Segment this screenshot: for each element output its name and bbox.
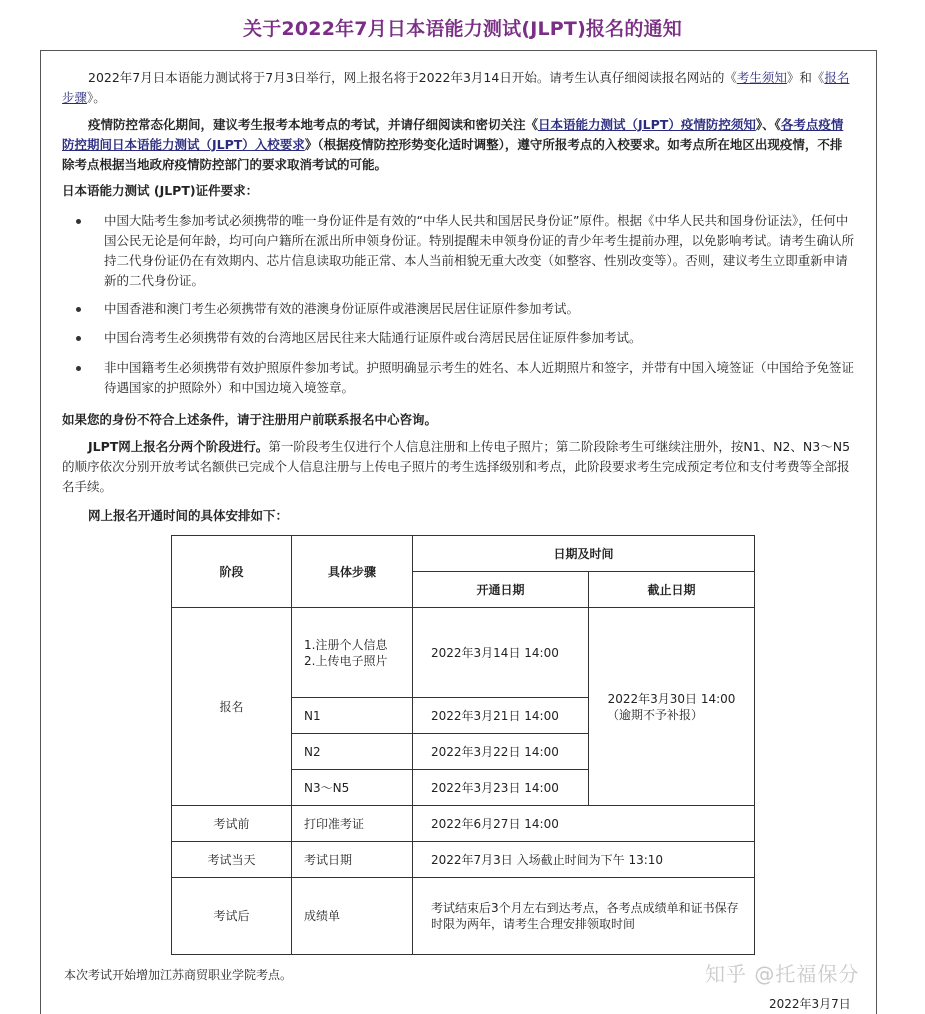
- intro-text: 2022年7月日本语能力测试将于7月3日举行，网上报名将于2022年3月14日开始。请考生认真仔细阅读报名网站的《: [88, 70, 737, 85]
- stages-lead: JLPT网上报名分两个阶段进行。: [88, 439, 269, 454]
- step-upload-photo: 2.上传电子照片: [304, 653, 388, 668]
- covid-text-2: 》、《: [755, 117, 781, 132]
- stage-before-exam: 考试前: [172, 806, 292, 842]
- notice-date: 2022年3月7日: [769, 997, 851, 1011]
- header-steps: 具体步骤: [292, 536, 413, 608]
- header-open-date: 开通日期: [413, 572, 589, 608]
- step-n3-n5: N3～N5: [292, 770, 413, 806]
- registration-steps-link[interactable]: 报名步骤: [62, 70, 850, 105]
- id-requirements-heading: 日本语能力测试 (JLPT)证件要求：: [62, 183, 259, 198]
- page-title: 关于2022年7月日本语能力测试(JLPT)报名的通知: [243, 18, 682, 40]
- close-date-value: 2022年3月30日 14:00: [607, 691, 736, 706]
- date-exam-day: 2022年7月3日 入场截止时间为下午 13:10: [413, 842, 755, 878]
- schedule-heading: 网上报名开通时间的具体安排如下：: [88, 508, 289, 523]
- step-register-upload: [292, 608, 413, 698]
- stages-paragraph: [62, 437, 852, 497]
- stage-exam-day: 考试当天: [172, 842, 292, 878]
- step-register-info: 1.注册个人信息: [304, 637, 388, 652]
- table-row: [172, 608, 755, 698]
- step-n1: N1: [292, 698, 413, 734]
- header-close-date: 截止日期: [589, 572, 755, 608]
- covid-notice-link[interactable]: 日本语能力测试（JLPT）疫情防控须知: [538, 117, 756, 132]
- bullet-taiwan: 中国台湾考生必须携带有效的台湾地区居民往来大陆通行证原件或台湾居民居住证原件参加考试。: [104, 330, 642, 345]
- close-date-registration: [589, 608, 755, 806]
- open-date-n2: 2022年3月22日 14:00: [413, 734, 589, 770]
- stages-body: 第一阶段考生仅进行个人信息注册和上传电子照片；第二阶段除考生可继续注册外，按N1、N2、N3～N5的顺序依次分别开放考试名额供已完成个人信息注册与上传电子照片的考生选择级别和考点，此阶段要求考生完成预定考位和支付考费等全部报名手续。: [62, 439, 851, 494]
- stage-after-exam: 考试后: [172, 878, 292, 955]
- schedule-table: [171, 535, 755, 955]
- step-print-admission: 打印准考证: [292, 806, 413, 842]
- table-row: [172, 806, 755, 842]
- table-row: [172, 536, 755, 572]
- header-stage: 阶段: [172, 536, 292, 608]
- candidate-notice-link[interactable]: 考生须知: [736, 70, 787, 85]
- bullet-icon: [76, 336, 81, 341]
- open-date-n3-n5: 2022年3月23日 14:00: [413, 770, 589, 806]
- step-n2: N2: [292, 734, 413, 770]
- open-date-n1: 2022年3月21日 14:00: [413, 698, 589, 734]
- bullet-icon: [76, 366, 81, 371]
- intro-end: 》。: [87, 90, 106, 105]
- identity-note: 如果您的身份不符合上述条件，请于注册用户前联系报名中心咨询。: [62, 412, 438, 427]
- bullet-icon: [76, 307, 81, 312]
- stage-registration: 报名: [172, 608, 292, 806]
- intro-mid: 》和《: [786, 70, 825, 85]
- bullet-foreign: 非中国籍考生必须携带有效护照原件参加考试。护照明确显示考生的姓名、本人近期照片和签字，并带有中国入境签证（中国给予免签证待遇国家的护照除外）和中国边境入境签章。: [104, 360, 855, 395]
- step-score-report: 成绩单: [292, 878, 413, 955]
- covid-text-3: 》（根据疫情防控形势变化适时调整），遵守所报考点的入校要求。如考点所在地区出现疫情，不排除考点根据当地政府疫情防控部门的要求取消考试的可能。: [62, 137, 843, 172]
- intro-paragraph: [62, 68, 852, 108]
- date-before-exam: 2022年6月27日 14:00: [413, 806, 755, 842]
- venue-entry-requirements-link[interactable]: 各考点疫情防控期间日本语能力测试（JLPT）入校要求: [62, 117, 844, 152]
- covid-text-1: 疫情防控常态化期间，建议考生报考本地考点的考试，并请仔细阅读和密切关注《: [88, 117, 539, 132]
- after-exam-info: 考试结束后3个月左右到达考点，各考点成绩单和证书保存时限为两年，请考生合理安排领取时间: [413, 878, 755, 955]
- watermark: 知乎 @托福保分: [705, 962, 860, 986]
- bullet-mainland: 中国大陆考生参加考试必须携带的唯一身份证件是有效的“中华人民共和国居民身份证”原件。根据《中华人民共和国身份证法》，任何中国公民无论是何年龄，均可向户籍所在派出所申领身份证。特别提醒未申领身份证的青少年考生提前办理，以免影响考试。请考生确认所持二代身份证仍在有效期内、芯片信息读取功能正常、本人当前相貌无重大改变（如整容、性别改变等）。否则，建议考生立即重新申请新的二代身份证。: [104, 213, 855, 288]
- new-venue-footnote: 本次考试开始增加江苏商贸职业学院考点。: [64, 968, 293, 982]
- table-row: [172, 878, 755, 955]
- table-row: [172, 842, 755, 878]
- step-exam-date: 考试日期: [292, 842, 413, 878]
- open-date-step1: 2022年3月14日 14:00: [413, 608, 589, 698]
- bullet-icon: [76, 219, 81, 224]
- header-datetime: 日期及时间: [413, 536, 755, 572]
- covid-paragraph: [62, 115, 852, 175]
- bullet-hk-macau: 中国香港和澳门考生必须携带有效的港澳身份证原件或港澳居民居住证原件参加考试。: [104, 301, 580, 316]
- close-date-note: （逾期不予补报）: [607, 707, 704, 722]
